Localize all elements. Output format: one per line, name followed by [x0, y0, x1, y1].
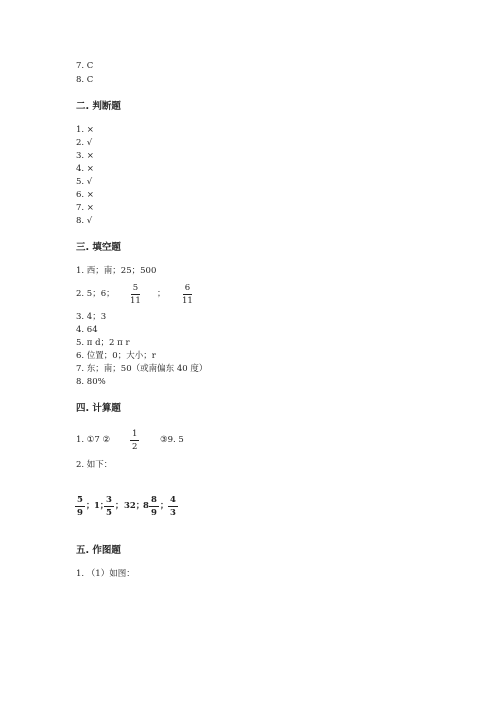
- answer-line: 8. C: [76, 75, 94, 85]
- fraction: [149, 495, 159, 518]
- answer-line: 4. ×: [76, 164, 94, 174]
- answer-line: 6. ×: [76, 190, 94, 200]
- fraction-numerator: 4: [170, 495, 176, 505]
- answer-line: 5. π d；2 π r: [76, 338, 130, 348]
- section-heading: 五. 作图题: [76, 545, 121, 556]
- answer-text: 1；: [94, 501, 109, 511]
- fraction-denominator: 5: [106, 508, 112, 518]
- fraction-numerator: 5: [132, 283, 139, 293]
- answer-line: 1. （1）如图：: [76, 569, 135, 579]
- separator: ；: [115, 501, 124, 511]
- fraction: [130, 429, 139, 452]
- fraction: [130, 283, 141, 306]
- answer-line: 8. √: [76, 216, 93, 226]
- answer-line: 4. 64: [76, 325, 98, 335]
- fraction: [182, 283, 193, 306]
- answer-line: 5. √: [76, 177, 93, 187]
- answer-line: 2. √: [76, 138, 93, 148]
- answer-text: ③9. 5: [160, 435, 184, 445]
- fraction: [104, 495, 114, 518]
- fraction-denominator: 2: [132, 442, 138, 452]
- fraction-denominator: 3: [170, 508, 176, 518]
- separator: ；: [160, 501, 169, 511]
- section-heading: 四. 计算题: [76, 403, 121, 414]
- answer-line: 3. 4；3: [76, 312, 107, 322]
- fraction-denominator: 11: [130, 296, 141, 306]
- answer-line: 2. 如下：: [76, 460, 113, 470]
- answer-line: 1. ×: [76, 125, 94, 135]
- fraction: [75, 495, 85, 518]
- answer-line: 6. 位置；0；大小；r: [76, 351, 156, 361]
- fraction-denominator: 9: [77, 508, 83, 518]
- separator: ；: [157, 289, 166, 299]
- fraction-numerator: 1: [132, 429, 138, 439]
- answer-line: 7. ×: [76, 203, 94, 213]
- fraction-denominator: 9: [151, 508, 157, 518]
- section-heading: 二. 判断题: [76, 101, 121, 112]
- mixed-number-whole: 8: [143, 501, 149, 511]
- fraction-denominator: 11: [182, 296, 193, 306]
- separator: ；: [86, 501, 95, 511]
- answer-text: 32；: [124, 501, 145, 511]
- section-heading: 三. 填空题: [76, 242, 121, 253]
- fraction-numerator: 8: [151, 495, 157, 505]
- answer-line: 2. 5；6；: [76, 289, 115, 299]
- answer-line: 1. ①7 ②: [76, 435, 111, 445]
- fraction-numerator: 6: [184, 283, 191, 293]
- answer-line: 8. 80%: [76, 377, 106, 387]
- fraction-numerator: 5: [77, 495, 83, 505]
- answer-line: 7. 东；南；50（或南偏东 40 度）: [76, 364, 208, 374]
- answer-line: 1. 西；南；25；500: [76, 266, 157, 276]
- answer-line: 7. C: [76, 61, 94, 71]
- answer-line: 3. ×: [76, 151, 94, 161]
- fraction: [168, 495, 178, 518]
- fraction-numerator: 3: [106, 495, 112, 505]
